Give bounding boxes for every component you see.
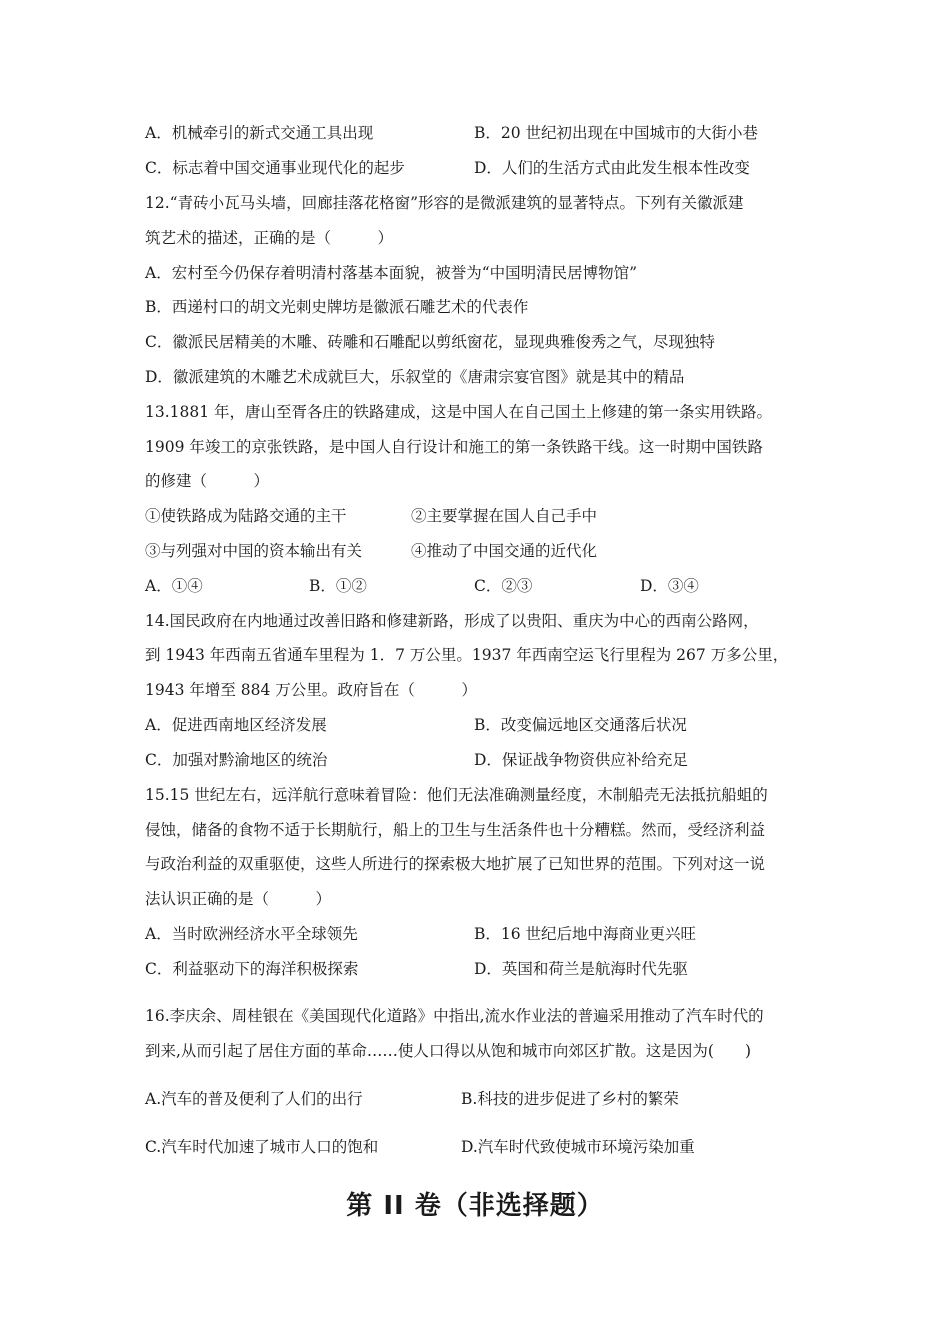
q13-option-c: C．②③ bbox=[474, 577, 533, 595]
q14-option-c: C．加强对黔渝地区的统治 bbox=[145, 751, 328, 769]
q14-stem-line1: 14.国民政府在内地通过改善旧路和修建新路，形成了以贵阳、重庆为中心的西南公路网， bbox=[145, 612, 759, 630]
q11-option-d: D．人们的生活方式由此发生根本性改变 bbox=[474, 159, 750, 177]
q15-option-a: A．当时欧洲经济水平全球领先 bbox=[145, 925, 358, 943]
q16-option-c: C.汽车时代加速了城市人口的饱和 bbox=[145, 1138, 379, 1156]
q13-statement-4: ④推动了中国交通的近代化 bbox=[411, 542, 598, 560]
q14-option-b: B．改变偏远地区交通落后状况 bbox=[474, 716, 687, 734]
q12-stem-line2: 筑艺术的描述，正确的是（ ） bbox=[145, 229, 394, 247]
q12-option-d: D．徽派建筑的木雕艺术成就巨大，乐叙堂的《唐肃宗宴官图》就是其中的精品 bbox=[145, 368, 685, 386]
q11-option-a: A．机械牵引的新式交通工具出现 bbox=[145, 124, 374, 142]
q15-stem-line1: 15.15 世纪左右，远洋航行意味着冒险：他们无法准确测量经度，木制船壳无法抵抗船蛆的 bbox=[145, 786, 768, 804]
q11-option-b: B．20 世纪初出现在中国城市的大街小巷 bbox=[474, 124, 759, 142]
q15-stem-line4: 法认识正确的是（ ） bbox=[145, 890, 332, 908]
q15-stem-line3: 与政治利益的双重驱使，这些人所进行的探索极大地扩展了已知世界的范围。下列对这一说 bbox=[145, 855, 766, 873]
q11-option-c: C．标志着中国交通事业现代化的起步 bbox=[145, 159, 405, 177]
q15-stem-line2: 侵蚀，储备的食物不适于长期航行，船上的卫生与生活条件也十分糟糕。然而，受经济利益 bbox=[145, 821, 766, 839]
q14-option-a: A．促进西南地区经济发展 bbox=[145, 716, 327, 734]
q12-option-c: C．徽派民居精美的木雕、砖雕和石雕配以剪纸窗花，显现典雅俊秀之气，尽现独特 bbox=[145, 333, 715, 351]
q13-option-d: D．③④ bbox=[640, 577, 699, 595]
q13-statement-2: ②主要掌握在国人自己手中 bbox=[411, 507, 598, 525]
q13-option-a: A．①④ bbox=[145, 577, 203, 595]
q13-stem-line3: 的修建（ ） bbox=[145, 472, 270, 490]
q12-stem-line1: 12.“青砖小瓦马头墙，回廊挂落花格窗”形容的是微派建筑的显著特点。下列有关徽派建 bbox=[145, 194, 744, 212]
q13-stem-line2: 1909 年竣工的京张铁路，是中国人自行设计和施工的第一条铁路干线。这一时期中国铁路 bbox=[145, 438, 763, 456]
q15-option-d: D．英国和荷兰是航海时代先驱 bbox=[474, 960, 688, 978]
q16-stem-line2: 到来,从而引起了居住方面的革命……使人口得以从饱和城市向郊区扩散。这是因为( ) bbox=[145, 1042, 752, 1060]
q13-statement-3: ③与列强对中国的资本输出有关 bbox=[145, 542, 363, 560]
q16-option-d: D.汽车时代致使城市环境污染加重 bbox=[461, 1138, 695, 1156]
q16-option-a: A.汽车的普及便利了人们的出行 bbox=[145, 1090, 363, 1108]
section-title: 第 II 卷（非选择题） bbox=[346, 1191, 604, 1221]
q16-stem-line1: 16.李庆余、周桂银在《美国现代化道路》中指出,流水作业法的普遍采用推动了汽车时代的 bbox=[145, 1007, 764, 1025]
q14-stem-line2: 到 1943 年西南五省通车里程为 1．7 万公里。1937 年西南空运飞行里程为 267 万多公里， bbox=[145, 646, 789, 664]
q13-stem-line1: 13.1881 年，唐山至胥各庄的铁路建成，这是中国人在自己国土上修建的第一条实用铁路。 bbox=[145, 403, 773, 421]
q13-statement-1: ①使铁路成为陆路交通的主干 bbox=[145, 507, 347, 525]
q15-option-b: B．16 世纪后地中海商业更兴旺 bbox=[474, 925, 697, 943]
q15-option-c: C．利益驱动下的海洋积极探索 bbox=[145, 960, 359, 978]
q12-option-a: A．宏村至今仍保存着明清村落基本面貌，被誉为“中国明清民居博物馆” bbox=[145, 264, 638, 282]
q12-option-b: B．西递村口的胡文光刺史牌坊是徽派石雕艺术的代表作 bbox=[145, 298, 529, 316]
q16-option-b: B.科技的进步促进了乡村的繁荣 bbox=[461, 1090, 679, 1108]
q14-stem-line3: 1943 年增至 884 万公里。政府旨在（ ） bbox=[145, 681, 477, 699]
q13-option-b: B．①② bbox=[309, 577, 367, 595]
q14-option-d: D．保证战争物资供应补给充足 bbox=[474, 751, 688, 769]
